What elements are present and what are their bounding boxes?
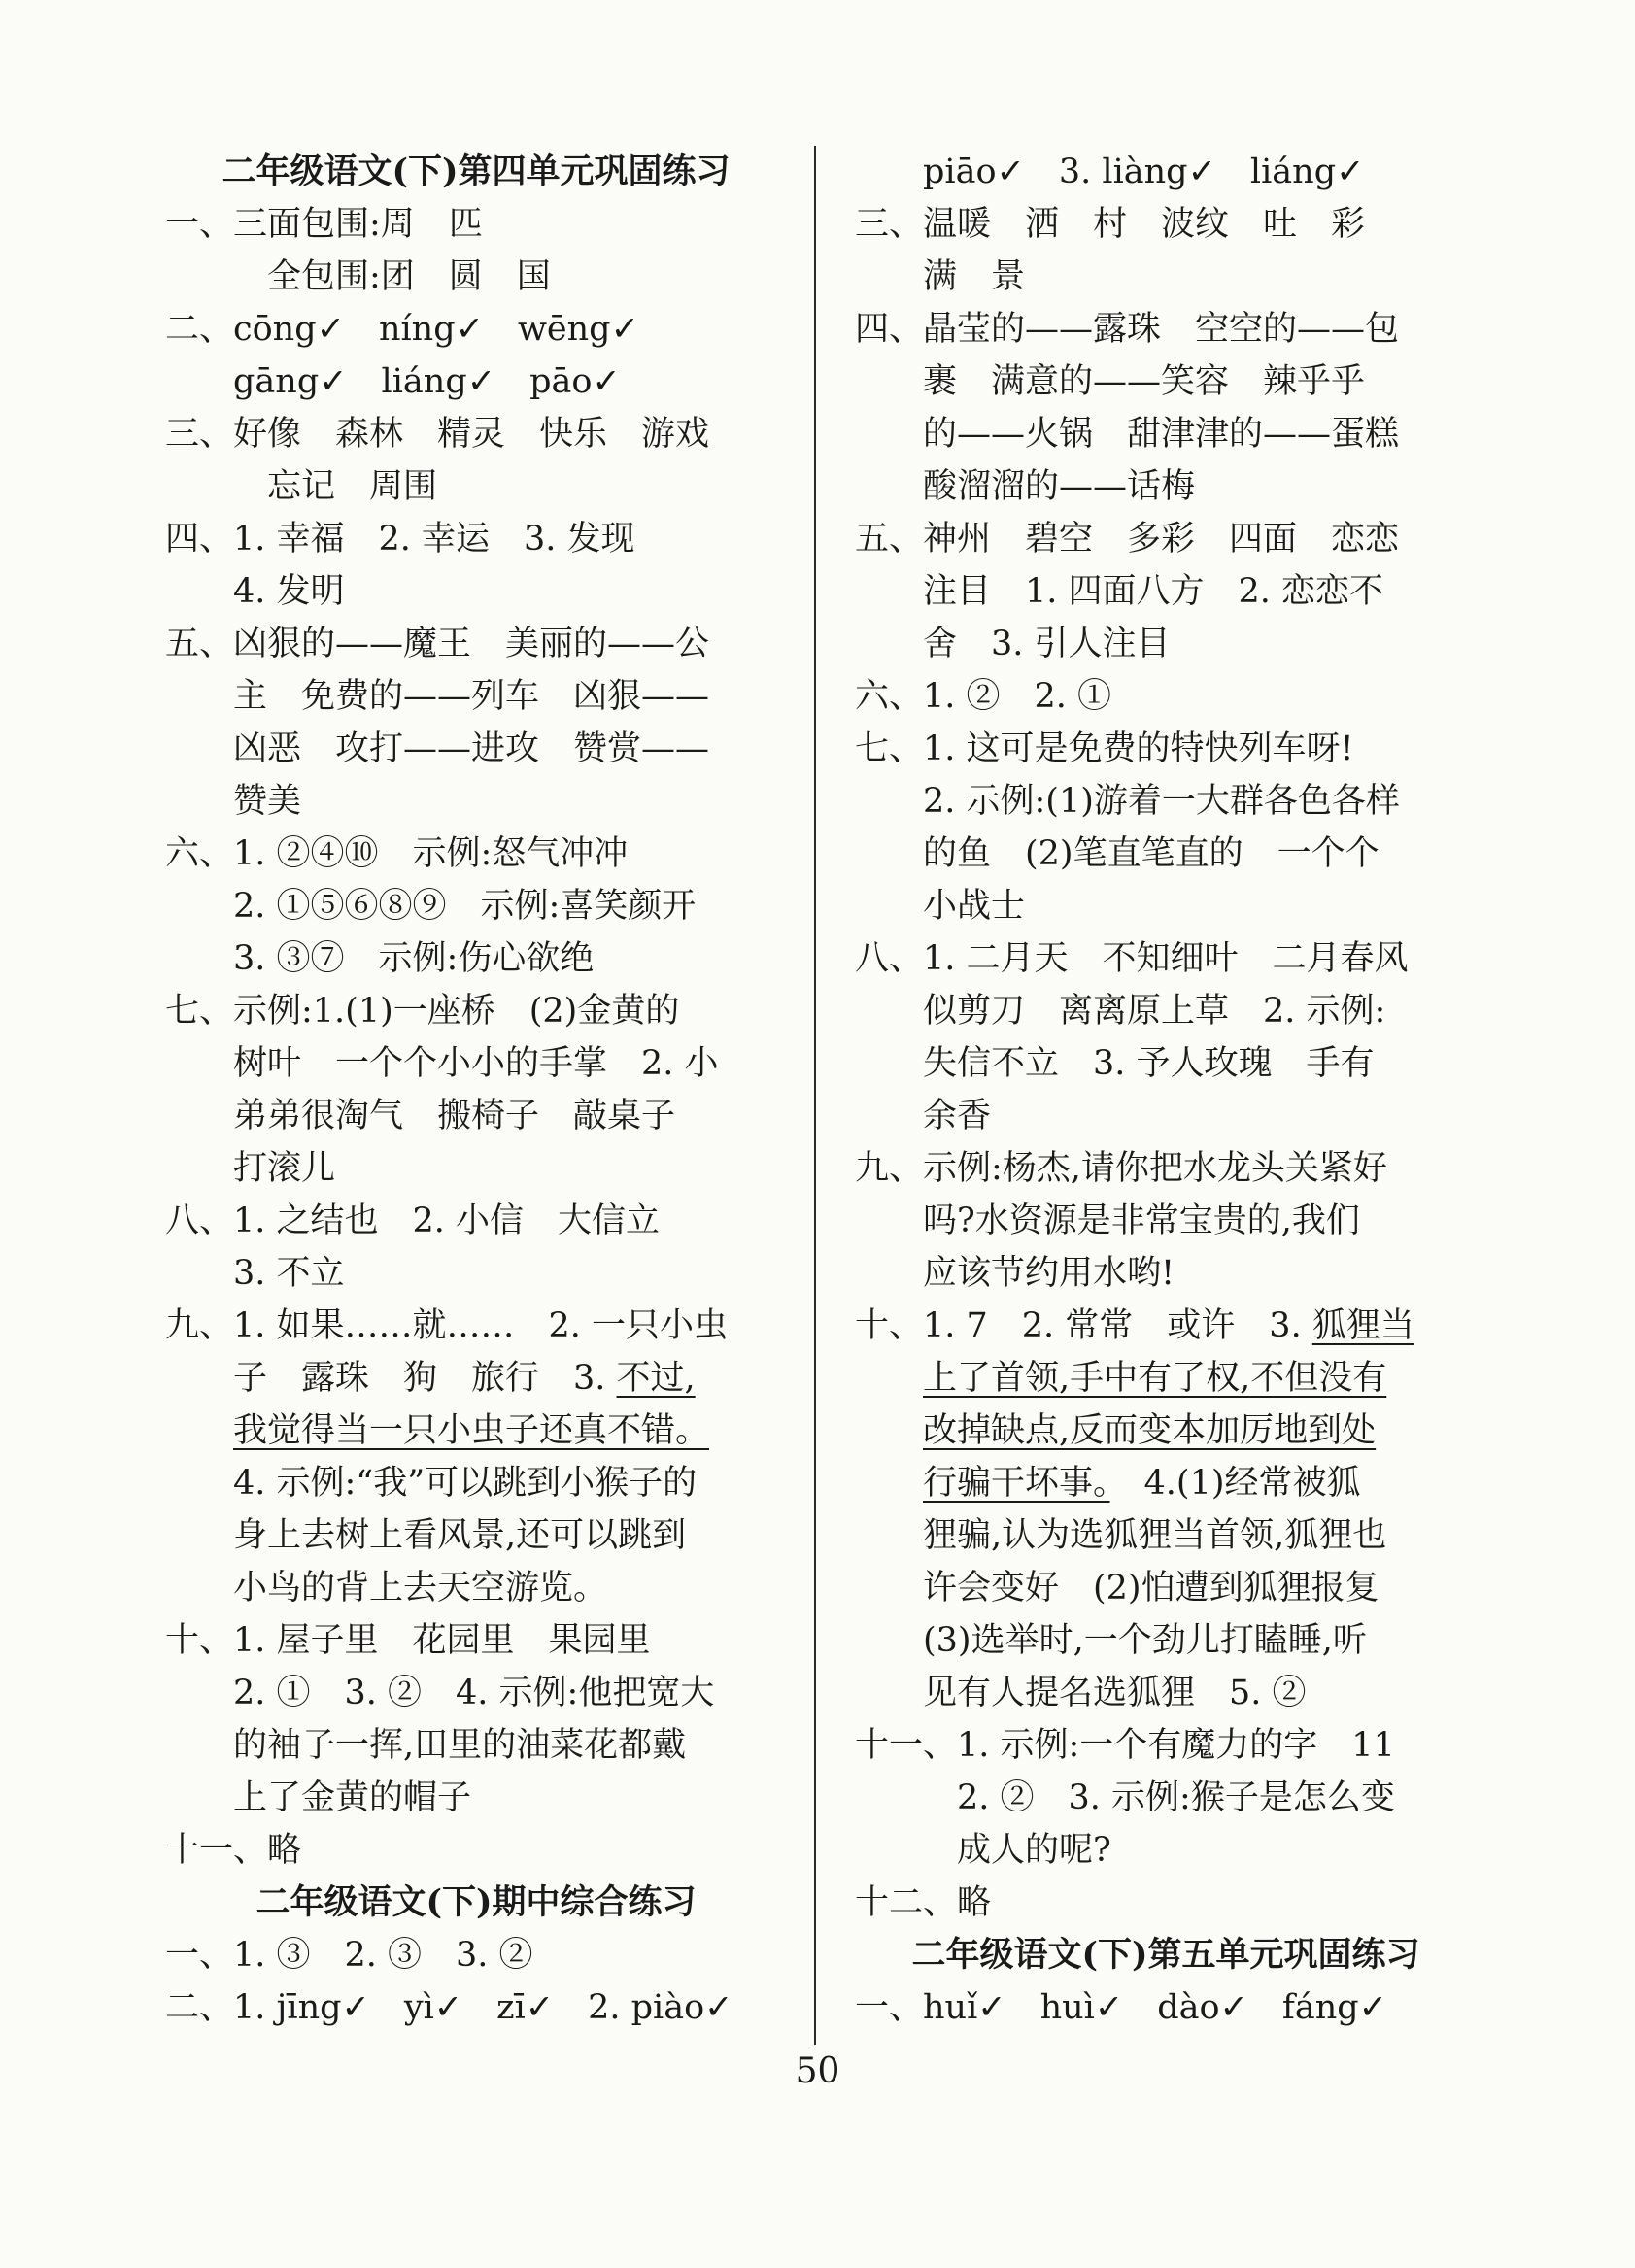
answer-line: [855, 1457, 1477, 1509]
answer-line: 2. ①⑤⑥⑧⑨ 示例:喜笑颜开: [233, 887, 697, 926]
answer-line: 上了金黄的帽子: [233, 1778, 472, 1817]
answer-line: 似剪刀 离离原上草 2. 示例:: [923, 992, 1386, 1031]
answer-line: 吗?水资源是非常宝贵的,我们: [923, 1202, 1360, 1240]
underlined-answer: 不过,: [616, 1359, 696, 1398]
answer-line: 成人的呢?: [957, 1831, 1111, 1870]
answer-line: 酸溜溜的——话梅: [923, 467, 1196, 506]
answer-line: 舍 3. 引人注目: [923, 625, 1171, 663]
answer-line: 七、1. 这可是免费的特快列车呀!: [855, 729, 1354, 768]
right-column: [855, 146, 1477, 2034]
answer-line: 十二、略: [855, 1883, 992, 1922]
answer-line: piāo✓ 3. liàng✓ liáng✓: [923, 152, 1365, 191]
answer-line: 狸骗,认为选狐狸当首领,狐狸也: [923, 1516, 1387, 1555]
underlined-answer: 上了首领,手中有了权,不但没有: [923, 1359, 1387, 1398]
answer-text: 4.(1)经常被狐: [1109, 1464, 1361, 1503]
answer-line: 的鱼 (2)笔直笔直的 一个个: [923, 834, 1380, 873]
answer-line: 裹 满意的——笑容 辣乎乎: [923, 362, 1366, 401]
answer-line: 九、示例:杨杰,请你把水龙头关紧好: [855, 1149, 1387, 1188]
answer-line: (3)选举时,一个劲儿打瞌睡,听: [923, 1621, 1367, 1660]
answer-line: 三、温暖 洒 村 波纹 吐 彩: [855, 205, 1366, 244]
answer-line: 3. 不立: [233, 1254, 345, 1293]
answer-line: 十、1. 屋子里 花园里 果园里: [165, 1621, 651, 1660]
answer-line: 满 景: [923, 257, 1026, 296]
answer-line: 二、cōng✓ níng✓ wēng✓: [165, 310, 639, 349]
answer-line: 4. 示例:“我”可以跳到小猴子的: [233, 1464, 698, 1503]
answer-line: [855, 1300, 1477, 1352]
answer-line: 凶恶 攻打——进攻 赞赏——: [233, 729, 710, 768]
answer-line: 小战士: [923, 887, 1026, 926]
answer-line: 全包围:团 圆 国: [267, 257, 551, 296]
answer-line: 的——火锅 甜津津的——蛋糕: [923, 415, 1400, 454]
answer-line: 弟弟很淘气 搬椅子 敲桌子: [233, 1097, 676, 1135]
underlined-answer: 改掉缺点,反而变本加厉地到处: [923, 1411, 1377, 1450]
underlined-answer: 行骗干坏事。: [923, 1464, 1110, 1503]
answer-line: 三、好像 森林 精灵 快乐 游戏: [165, 415, 710, 454]
answer-line: [855, 1405, 1477, 1457]
page-number: 50: [795, 2051, 840, 2091]
answer-line: 六、1. ② 2. ①: [855, 677, 1112, 716]
answer-line: 2. ① 3. ② 4. 示例:他把宽大: [233, 1674, 715, 1712]
answer-line: 八、1. 之结也 2. 小信 大信立: [165, 1202, 661, 1240]
answer-line: 一、huǐ✓ huì✓ dào✓ fáng✓: [855, 1988, 1387, 2027]
answer-line: 四、1. 幸福 2. 幸运 3. 发现: [165, 520, 635, 559]
answer-line: 十一、1. 示例:一个有魔力的字 11: [855, 1726, 1395, 1765]
answer-line: 许会变好 (2)怕遭到狐狸报复: [923, 1569, 1380, 1608]
answer-line: 打滚儿: [233, 1149, 336, 1188]
column-divider: [814, 146, 816, 2045]
answer-line: 3. ③⑦ 示例:伤心欲绝: [233, 939, 595, 978]
answer-line: 忘记 周围: [267, 467, 438, 506]
section-title-unit4: 二年级语文(下)第四单元巩固练习: [221, 152, 731, 191]
answer-line: 七、示例:1.(1)一座桥 (2)金黄的: [165, 992, 680, 1031]
answer-line: 九、1. 如果……就…… 2. 一只小虫: [165, 1306, 729, 1345]
answer-line: 失信不立 3. 予人玫瑰 手有: [923, 1044, 1375, 1083]
answer-line: 五、凶狠的——魔王 美丽的——公: [165, 625, 710, 663]
underlined-answer: 我觉得当一只小虫子还真不错。: [233, 1411, 710, 1450]
answer-line: 五、神州 碧空 多彩 四面 恋恋: [855, 520, 1400, 559]
answer-line: 2. ② 3. 示例:猴子是怎么变: [957, 1778, 1395, 1817]
answer-line: 2. 示例:(1)游着一大群各色各样: [923, 782, 1400, 821]
answer-line: 4. 发明: [233, 572, 345, 611]
answer-line: gāng✓ liáng✓ pāo✓: [233, 362, 621, 401]
answer-line: 主 免费的——列车 凶狠——: [233, 677, 710, 716]
answer-line: 树叶 一个个小小的手掌 2. 小: [233, 1044, 719, 1083]
answer-line: 一、1. ③ 2. ③ 3. ②: [165, 1936, 533, 1975]
underlined-answer: 狐狸当: [1311, 1306, 1414, 1345]
answer-text: 十、1. 7 2. 常常 或许 3.: [855, 1306, 1312, 1345]
left-column: [165, 146, 787, 2034]
answer-line: 余香: [923, 1097, 992, 1135]
answer-line: 应该节约用水哟!: [923, 1254, 1175, 1293]
section-title-unit5: 二年级语文(下)第五单元巩固练习: [911, 1935, 1420, 1975]
answer-line: 的袖子一挥,田里的油菜花都戴: [233, 1726, 687, 1765]
section-title-midterm: 二年级语文(下)期中综合练习: [255, 1882, 697, 1922]
answer-line: [165, 1405, 787, 1457]
answer-text: 子 露珠 狗 旅行 3.: [233, 1359, 617, 1398]
answer-line: [855, 1352, 1477, 1405]
answer-line: 二、1. jīng✓ yì✓ zī✓ 2. piào✓: [165, 1988, 733, 2027]
answer-line: 一、三面包围:周 匹: [165, 205, 483, 244]
answer-line: 小鸟的背上去天空游览。: [233, 1569, 608, 1608]
answer-line: 身上去树上看风景,还可以跳到: [233, 1516, 687, 1555]
answer-line: 十一、略: [165, 1831, 302, 1870]
answer-line: 四、晶莹的——露珠 空空的——包: [855, 310, 1400, 349]
answer-line: 八、1. 二月天 不知细叶 二月春风: [855, 939, 1409, 978]
answer-line: 赞美: [233, 782, 302, 821]
answer-line: 六、1. ②④⑩ 示例:怒气冲冲: [165, 834, 629, 873]
answer-line: 注目 1. 四面八方 2. 恋恋不: [923, 572, 1384, 611]
answer-line: [165, 1352, 787, 1405]
answer-line: 见有人提名选狐狸 5. ②: [923, 1674, 1307, 1712]
